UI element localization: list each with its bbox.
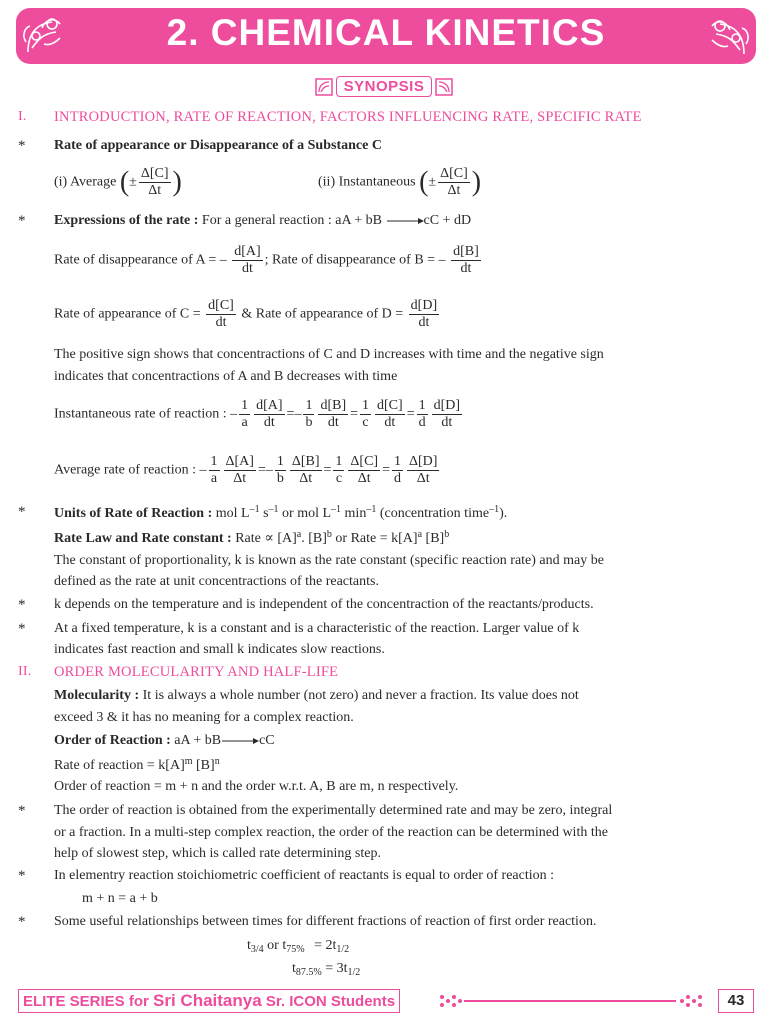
fixed-temp-text-2: indicates fast reaction and small k indicates slow reactions.: [54, 642, 385, 657]
units-s: s: [263, 506, 269, 521]
paren-left: (: [419, 166, 429, 198]
bullet: *: [18, 803, 26, 819]
experimental-text-1: The order of reaction is obtained from the experimentally determined rate and may be zero, integral: [54, 803, 613, 818]
denominator: Δt: [148, 183, 162, 199]
disappearance-line: [54, 244, 483, 277]
equals-sign: =: [323, 462, 332, 478]
t875-relation: [292, 961, 360, 979]
equals-sign: =: [286, 406, 295, 422]
denominator: dt: [384, 415, 396, 431]
exponent: –1: [489, 504, 500, 515]
bullet: *: [18, 914, 26, 930]
average-label: (i) Average: [54, 174, 117, 190]
synopsis-badge: [0, 76, 768, 101]
exponent: –1: [366, 504, 377, 515]
diamond-ornament-icon: [438, 991, 462, 1011]
useful-relationships-text: Some useful relationships between times for different fractions of reaction of first order reaction.: [54, 914, 597, 929]
experimental-text-3: help of slowest step, which is called rate determining step.: [54, 846, 381, 861]
floral-corner-icon: [315, 78, 333, 96]
bullet: *: [18, 504, 26, 520]
numerator: d[A]: [232, 244, 262, 261]
fraction: [417, 398, 428, 431]
disappearance-a-label: Rate of disappearance of A = –: [54, 252, 227, 268]
fraction: [139, 166, 171, 199]
instantaneous-rate-label: Instantaneous rate of reaction :: [54, 406, 227, 422]
minus-sign: –: [265, 462, 273, 478]
appearance-line: [54, 298, 441, 331]
fraction: [254, 398, 284, 431]
units-paren: (concentration time: [379, 506, 490, 521]
average-rate-label: Average rate of reaction :: [54, 462, 196, 478]
fraction: [290, 454, 322, 487]
fixed-temp-text-1: At a fixed temperature, k is a constant and is a characteristic of the reaction. Larger value of k: [54, 621, 580, 636]
numerator: Δ[D]: [407, 454, 439, 471]
subscript: 1/2: [336, 944, 350, 955]
order-equation: Order of reaction = m + n and the order w.r.t. A, B are m, n respectively.: [54, 779, 459, 794]
t34-relation: [247, 938, 349, 956]
arrow-right-icon: [221, 736, 259, 746]
exponent: –1: [249, 504, 260, 515]
synopsis-label: SYNOPSIS: [336, 76, 433, 97]
expressions-products: cC + dD: [423, 213, 472, 228]
numerator: Δ[C]: [348, 454, 380, 471]
numerator: d[B]: [318, 398, 348, 415]
order-line: [54, 733, 275, 749]
denominator: Δt: [299, 471, 313, 487]
rate-law-label: Rate Law and Rate constant :: [54, 531, 232, 546]
average-rate-line: [54, 454, 441, 487]
floral-corner-icon: [704, 14, 750, 58]
title-banner: [16, 8, 756, 64]
denominator: dt: [460, 261, 472, 277]
numerator: d[D]: [409, 298, 439, 315]
units-or: or mol L: [282, 506, 332, 521]
instantaneous-rate-line: [54, 398, 464, 431]
order-product: cC: [259, 733, 275, 748]
equals-2t: = 2t: [314, 938, 337, 953]
experimental-text-2: or a fraction. In a multi-step complex reaction, the order of the reaction can be determined with the: [54, 825, 608, 840]
footer: [18, 989, 754, 1013]
bullet: *: [18, 213, 26, 229]
numerator: d[D]: [432, 398, 462, 415]
appearance-d-label: & Rate of appearance of D =: [241, 306, 404, 322]
exponent: a: [417, 529, 423, 540]
denominator: dt: [215, 315, 227, 331]
expressions-text: For a general reaction : aA + bB: [201, 213, 383, 228]
equals-3t: = 3t: [325, 961, 348, 976]
fraction: [432, 398, 462, 431]
paren-left: (: [119, 166, 130, 198]
disappearance-b-label: ; Rate of disappearance of B = –: [264, 252, 446, 268]
equals-sign: =: [382, 462, 390, 478]
numerator: d[A]: [254, 398, 284, 415]
fraction: [438, 166, 470, 199]
t-symbol: t: [292, 961, 296, 976]
expressions-line: [54, 213, 471, 229]
numerator: 1: [239, 398, 250, 415]
rate-law-text: Rate: [235, 531, 261, 546]
fraction: [303, 398, 314, 431]
bullet: *: [18, 138, 26, 154]
fraction: [375, 398, 405, 431]
denominator: dt: [327, 415, 339, 431]
numerator: Δ[C]: [139, 166, 171, 183]
fraction: [348, 454, 380, 487]
floral-corner-icon: [435, 78, 453, 96]
denominator: c: [335, 471, 343, 487]
proportional-sign: ∝: [264, 531, 274, 546]
arrow-right-icon: [386, 216, 424, 226]
fraction-dA-dt: [232, 244, 262, 277]
footer-rule: [464, 1000, 676, 1002]
denominator: Δt: [233, 471, 247, 487]
rate-law-b2: [B]: [425, 531, 445, 546]
fraction: [239, 398, 250, 431]
units-paren-end: ).: [499, 506, 508, 521]
rate-law-line: [54, 529, 449, 547]
paren-right: ): [172, 166, 182, 198]
units-text: mol L: [215, 506, 250, 521]
exponent: m: [184, 756, 193, 767]
numerator: 1: [303, 398, 314, 415]
fraction: [275, 454, 286, 487]
molecularity-text: It is always a whole number (not zero) and never a fraction. Its value does not: [142, 688, 579, 703]
numerator: Δ[B]: [290, 454, 322, 471]
numerator: 1: [209, 454, 220, 471]
denominator: d: [418, 415, 426, 431]
footer-students: Sr. ICON Students: [265, 993, 396, 1010]
expressions-label: Expressions of the rate :: [54, 213, 199, 228]
footer-brand: Sri Chaitanya: [153, 991, 262, 1010]
denominator: dt: [242, 261, 253, 277]
denominator: b: [305, 415, 313, 431]
footer-series-box: [18, 989, 400, 1013]
denominator: d: [394, 471, 401, 487]
order-text: aA + bB: [174, 733, 222, 748]
units-min: min: [344, 506, 367, 521]
numerator: 1: [360, 398, 371, 415]
molecularity-line: [54, 688, 579, 704]
subscript: 1/2: [347, 967, 361, 978]
numerator: Δ[A]: [224, 454, 256, 471]
denominator: b: [276, 471, 284, 487]
bullet: *: [18, 868, 26, 884]
plus-minus: ±: [428, 174, 437, 190]
denominator: Δt: [357, 471, 371, 487]
elementary-equation: m + n = a + b: [82, 891, 158, 906]
exponent: –1: [268, 504, 279, 515]
sign-text-1: The positive sign shows that concentractions of C and D increases with time and the negative sign: [54, 347, 604, 362]
equals-sign: =: [257, 462, 266, 478]
section-number: I.: [18, 109, 27, 124]
denominator: c: [362, 415, 369, 431]
fraction-dB-dt: [451, 244, 481, 277]
k-temperature-text: k depends on the temperature and is independent of the concentraction of the reactants/products.: [54, 597, 594, 612]
t-symbol: t: [282, 938, 287, 953]
diamond-ornament-icon: [680, 991, 704, 1011]
average-formula: [54, 166, 182, 199]
molecularity-text-2: exceed 3 & it has no meaning for a complex reaction.: [54, 710, 354, 725]
minus-sign: –: [199, 462, 207, 478]
section-heading: ORDER MOLECULARITY AND HALF-LIFE: [54, 664, 339, 680]
fraction-dD-dt: [409, 298, 439, 331]
denominator: dt: [418, 315, 430, 331]
fraction: [224, 454, 256, 487]
rate-law-or: or Rate = k[A]: [335, 531, 418, 546]
fraction: [333, 454, 344, 487]
t-symbol: t: [247, 938, 251, 953]
numerator: d[C]: [206, 298, 236, 315]
exponent: b: [444, 529, 450, 540]
subscript: 75%: [286, 944, 305, 955]
minus-sign: –: [294, 406, 302, 422]
sign-text-2: indicates that concentractions of A and B decreases with time: [54, 369, 398, 384]
numerator: 1: [275, 454, 286, 471]
fraction: [209, 454, 220, 487]
numerator: 1: [333, 454, 344, 471]
numerator: d[B]: [451, 244, 481, 261]
subscript: 3/4: [250, 944, 264, 955]
exponent: n: [214, 756, 220, 767]
denominator: a: [241, 415, 248, 431]
numerator: 1: [392, 454, 403, 471]
page-title: 2. CHEMICAL KINETICS: [166, 12, 606, 53]
equals-sign: =: [350, 406, 359, 422]
equals-sign: =: [406, 406, 415, 422]
exponent: a: [296, 529, 302, 540]
constant-text-2: defined as the rate at unit concentractions of the reactants.: [54, 574, 379, 589]
rate-equation: [54, 756, 220, 774]
rate-equation-text: Rate of reaction = k[A]: [54, 758, 185, 773]
fraction: [407, 454, 439, 487]
fraction-dC-dt: [206, 298, 236, 331]
or-text: or: [267, 938, 279, 953]
page-number: 43: [718, 989, 754, 1013]
bullet: *: [18, 597, 26, 613]
bullet: *: [18, 621, 26, 637]
instantaneous-formula: [318, 166, 481, 199]
rate-equation-b: [B]: [196, 758, 215, 773]
denominator: a: [210, 471, 218, 487]
numerator: Δ[C]: [438, 166, 470, 183]
denominator: Δt: [447, 183, 461, 199]
units-line: [54, 504, 507, 522]
minus-sign: –: [230, 406, 238, 422]
denominator: Δt: [416, 471, 430, 487]
units-label: Units of Rate of Reaction :: [54, 506, 213, 521]
section-number: II.: [18, 664, 32, 679]
fraction: [392, 454, 403, 487]
denominator: dt: [441, 415, 453, 431]
numerator: d[C]: [375, 398, 405, 415]
order-label: Order of Reaction :: [54, 733, 171, 748]
subscript: 87.5%: [295, 967, 322, 978]
molecularity-label: Molecularity :: [54, 688, 140, 703]
section-heading: INTRODUCTION, RATE OF REACTION, FACTORS INFLUENCING RATE, SPECIFIC RATE: [54, 109, 642, 125]
paren-right: ): [471, 166, 482, 198]
constant-text-1: The constant of proportionality, k is known as the rate constant (specific reaction rate) and may be: [54, 553, 604, 568]
fraction: [318, 398, 348, 431]
fraction: [360, 398, 371, 431]
elementary-text: In elementry reaction stoichiometric coefficient of reactants is equal to order of reaction :: [54, 868, 555, 883]
exponent: –1: [331, 504, 342, 515]
footer-series: ELITE SERIES for: [23, 993, 149, 1010]
appearance-c-label: Rate of appearance of C =: [54, 306, 201, 322]
plus-minus: ±: [129, 174, 137, 190]
denominator: dt: [263, 415, 275, 431]
instantaneous-label: (ii) Instantaneous: [318, 174, 416, 190]
rate-title: Rate of appearance or Disappearance of a Substance C: [54, 138, 382, 153]
rate-law-b: . [B]: [301, 531, 327, 546]
exponent: b: [326, 529, 332, 540]
rate-law-a: [A]: [277, 531, 297, 546]
numerator: 1: [417, 398, 428, 415]
